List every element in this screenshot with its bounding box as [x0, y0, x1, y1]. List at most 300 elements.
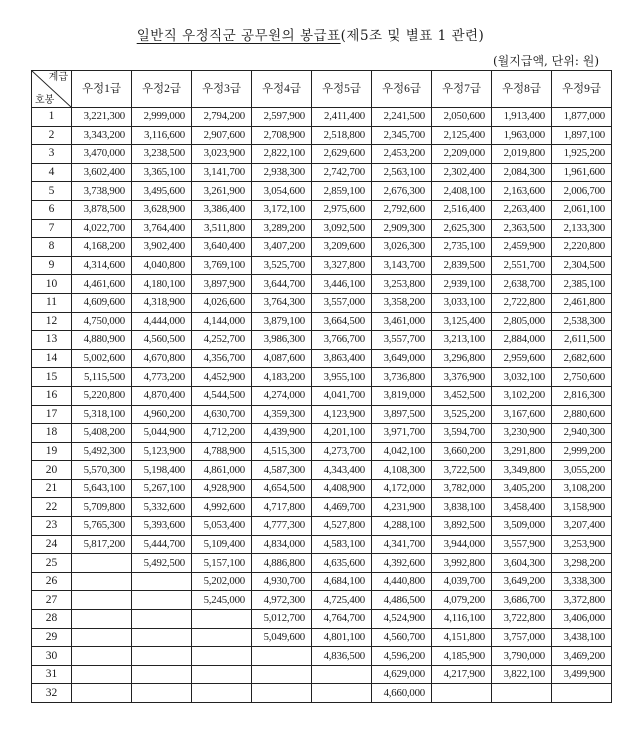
salary-cell: 2,611,500 [552, 331, 612, 350]
table-row [32, 442, 612, 461]
salary-cell: 4,444,000 [132, 312, 192, 331]
salary-cell: 2,220,800 [552, 238, 612, 257]
salary-cell: 3,446,100 [312, 275, 372, 294]
table-row [32, 665, 612, 684]
salary-cell: 3,644,700 [252, 275, 312, 294]
salary-cell: 3,358,200 [372, 293, 432, 312]
step-number: 22 [32, 498, 72, 517]
salary-cell [312, 665, 372, 684]
salary-cell: 2,722,800 [492, 293, 552, 312]
table-row [32, 479, 612, 498]
salary-cell: 2,050,600 [432, 108, 492, 127]
salary-cell: 4,635,600 [312, 554, 372, 573]
salary-cell: 2,907,600 [192, 126, 252, 145]
salary-cell [432, 684, 492, 703]
step-number: 27 [32, 591, 72, 610]
step-number: 9 [32, 256, 72, 275]
salary-cell: 2,959,600 [492, 349, 552, 368]
salary-cell: 4,861,000 [192, 461, 252, 480]
salary-cell: 3,125,400 [432, 312, 492, 331]
salary-cell: 4,041,700 [312, 386, 372, 405]
salary-cell: 5,220,800 [72, 386, 132, 405]
step-number: 20 [32, 461, 72, 480]
salary-cell: 4,183,200 [252, 368, 312, 387]
table-row [32, 275, 612, 294]
salary-cell: 2,304,500 [552, 256, 612, 275]
salary-cell: 3,790,000 [492, 647, 552, 666]
salary-cell: 4,560,700 [372, 628, 432, 647]
salary-cell: 3,372,800 [552, 591, 612, 610]
step-number: 18 [32, 424, 72, 443]
salary-cell: 3,602,400 [72, 163, 132, 182]
salary-cell: 5,049,600 [252, 628, 312, 647]
table-row [32, 331, 612, 350]
table-row [32, 108, 612, 127]
salary-cell: 3,664,500 [312, 312, 372, 331]
step-number: 5 [32, 182, 72, 201]
salary-cell: 5,053,400 [192, 517, 252, 536]
step-number: 10 [32, 275, 72, 294]
salary-cell: 5,765,300 [72, 517, 132, 536]
salary-cell: 4,343,400 [312, 461, 372, 480]
salary-cell [132, 610, 192, 629]
salary-cell: 3,495,600 [132, 182, 192, 201]
salary-cell: 3,628,900 [132, 200, 192, 219]
table-row [32, 610, 612, 629]
salary-cell: 3,971,700 [372, 424, 432, 443]
salary-cell: 2,241,500 [372, 108, 432, 127]
salary-cell: 5,044,900 [132, 424, 192, 443]
salary-cell: 2,516,400 [432, 200, 492, 219]
salary-cell: 3,405,200 [492, 479, 552, 498]
salary-cell: 4,836,500 [312, 647, 372, 666]
salary-cell: 2,019,800 [492, 145, 552, 164]
salary-cell: 4,288,100 [372, 517, 432, 536]
salary-cell: 2,880,600 [552, 405, 612, 424]
title-suffix: (제5조 및 별표 1 관련) [340, 28, 485, 44]
table-row [32, 145, 612, 164]
salary-cell: 3,986,300 [252, 331, 312, 350]
salary-cell: 3,525,200 [432, 405, 492, 424]
salary-cell: 2,859,100 [312, 182, 372, 201]
salary-cell: 3,722,500 [432, 461, 492, 480]
salary-cell: 2,794,200 [192, 108, 252, 127]
salary-cell: 4,654,500 [252, 479, 312, 498]
grade-header: 우정9급 [552, 71, 612, 108]
salary-cell: 4,717,800 [252, 498, 312, 517]
salary-cell: 4,587,300 [252, 461, 312, 480]
salary-cell: 4,042,100 [372, 442, 432, 461]
salary-cell: 5,012,700 [252, 610, 312, 629]
step-number: 1 [32, 108, 72, 127]
salary-cell: 1,877,000 [552, 108, 612, 127]
salary-cell: 4,185,900 [432, 647, 492, 666]
step-number: 7 [32, 219, 72, 238]
salary-cell: 2,742,700 [312, 163, 372, 182]
step-number: 19 [32, 442, 72, 461]
salary-cell: 3,102,200 [492, 386, 552, 405]
salary-cell: 3,461,000 [372, 312, 432, 331]
salary-cell: 3,878,500 [72, 200, 132, 219]
salary-cell: 3,032,100 [492, 368, 552, 387]
salary-cell: 3,033,100 [432, 293, 492, 312]
table-row [32, 126, 612, 145]
salary-cell: 5,267,100 [132, 479, 192, 498]
grade-header: 우정5급 [312, 71, 372, 108]
step-number: 21 [32, 479, 72, 498]
salary-cell: 4,217,900 [432, 665, 492, 684]
salary-cell: 4,660,000 [372, 684, 432, 703]
salary-cell: 4,527,800 [312, 517, 372, 536]
salary-cell: 4,524,900 [372, 610, 432, 629]
salary-cell [252, 665, 312, 684]
salary-cell: 2,999,000 [132, 108, 192, 127]
salary-cell: 4,629,000 [372, 665, 432, 684]
salary-cell: 3,327,800 [312, 256, 372, 275]
salary-cell: 3,509,000 [492, 517, 552, 536]
salary-cell: 4,773,200 [132, 368, 192, 387]
salary-cell: 2,938,300 [252, 163, 312, 182]
salary-cell: 4,231,900 [372, 498, 432, 517]
salary-cell: 2,638,700 [492, 275, 552, 294]
step-number: 29 [32, 628, 72, 647]
salary-cell: 2,792,600 [372, 200, 432, 219]
table-row [32, 293, 612, 312]
salary-cell: 4,180,100 [132, 275, 192, 294]
table-row [32, 647, 612, 666]
salary-cell: 2,975,600 [312, 200, 372, 219]
salary-cell: 5,332,600 [132, 498, 192, 517]
salary-cell: 3,209,600 [312, 238, 372, 257]
salary-cell: 2,940,300 [552, 424, 612, 443]
step-number: 30 [32, 647, 72, 666]
table-row [32, 200, 612, 219]
step-number: 3 [32, 145, 72, 164]
corner-cell [32, 71, 72, 108]
salary-cell: 4,172,000 [372, 479, 432, 498]
salary-cell: 2,551,700 [492, 256, 552, 275]
salary-cell [132, 628, 192, 647]
salary-cell: 3,376,900 [432, 368, 492, 387]
salary-cell: 2,133,300 [552, 219, 612, 238]
step-number: 32 [32, 684, 72, 703]
salary-cell: 3,296,800 [432, 349, 492, 368]
table-row [32, 238, 612, 257]
salary-cell: 2,597,900 [252, 108, 312, 127]
salary-cell: 4,039,700 [432, 572, 492, 591]
table-row [32, 591, 612, 610]
salary-cell: 4,440,800 [372, 572, 432, 591]
salary-cell: 2,735,100 [432, 238, 492, 257]
salary-cell: 4,452,900 [192, 368, 252, 387]
salary-cell: 5,408,200 [72, 424, 132, 443]
salary-cell [132, 647, 192, 666]
salary-cell: 3,640,400 [192, 238, 252, 257]
salary-cell: 3,143,700 [372, 256, 432, 275]
salary-cell: 3,660,200 [432, 442, 492, 461]
salary-cell: 3,722,800 [492, 610, 552, 629]
grade-header: 우정7급 [432, 71, 492, 108]
salary-cell: 4,274,000 [252, 386, 312, 405]
salary-cell: 2,816,300 [552, 386, 612, 405]
salary-cell: 2,385,100 [552, 275, 612, 294]
salary-cell: 3,386,400 [192, 200, 252, 219]
salary-cell: 3,406,000 [552, 610, 612, 629]
step-number: 15 [32, 368, 72, 387]
salary-cell: 5,643,100 [72, 479, 132, 498]
salary-cell: 2,061,100 [552, 200, 612, 219]
salary-cell: 5,157,100 [192, 554, 252, 573]
salary-cell [72, 591, 132, 610]
step-number: 4 [32, 163, 72, 182]
salary-cell: 3,892,500 [432, 517, 492, 536]
salary-cell: 4,439,900 [252, 424, 312, 443]
salary-cell: 2,708,900 [252, 126, 312, 145]
salary-cell: 3,253,800 [372, 275, 432, 294]
salary-cell: 2,453,200 [372, 145, 432, 164]
salary-cell: 3,902,400 [132, 238, 192, 257]
salary-cell: 3,764,300 [252, 293, 312, 312]
step-number: 11 [32, 293, 72, 312]
salary-cell: 3,207,400 [552, 517, 612, 536]
salary-cell: 3,782,000 [432, 479, 492, 498]
step-number: 2 [32, 126, 72, 145]
salary-cell: 3,213,100 [432, 331, 492, 350]
salary-cell: 2,345,700 [372, 126, 432, 145]
table-row [32, 517, 612, 536]
table-row [32, 572, 612, 591]
salary-cell: 4,560,500 [132, 331, 192, 350]
salary-cell: 4,144,000 [192, 312, 252, 331]
salary-cell [132, 665, 192, 684]
grade-header: 우정2급 [132, 71, 192, 108]
salary-cell [132, 591, 192, 610]
salary-cell: 3,879,100 [252, 312, 312, 331]
salary-cell: 4,596,200 [372, 647, 432, 666]
salary-cell: 3,054,600 [252, 182, 312, 201]
salary-cell: 3,594,700 [432, 424, 492, 443]
salary-cell: 3,863,400 [312, 349, 372, 368]
salary-cell: 3,469,200 [552, 647, 612, 666]
salary-cell [72, 572, 132, 591]
step-number: 28 [32, 610, 72, 629]
salary-cell: 5,709,800 [72, 498, 132, 517]
salary-cell: 5,109,400 [192, 535, 252, 554]
salary-cell: 3,604,300 [492, 554, 552, 573]
salary-cell: 4,359,300 [252, 405, 312, 424]
salary-cell: 3,944,000 [432, 535, 492, 554]
salary-cell: 3,470,000 [72, 145, 132, 164]
table-row [32, 386, 612, 405]
salary-cell: 4,801,100 [312, 628, 372, 647]
grade-header: 우정3급 [192, 71, 252, 108]
salary-cell: 4,392,600 [372, 554, 432, 573]
salary-cell [192, 665, 252, 684]
salary-cell: 3,992,800 [432, 554, 492, 573]
salary-cell: 4,087,600 [252, 349, 312, 368]
salary-cell: 4,408,900 [312, 479, 372, 498]
salary-cell: 2,408,100 [432, 182, 492, 201]
salary-cell: 3,769,100 [192, 256, 252, 275]
salary-cell [192, 647, 252, 666]
table-row [32, 219, 612, 238]
salary-cell: 3,338,300 [552, 572, 612, 591]
salary-cell [252, 647, 312, 666]
salary-cell: 4,972,300 [252, 591, 312, 610]
salary-cell: 4,123,900 [312, 405, 372, 424]
salary-cell [72, 610, 132, 629]
salary-cell: 4,469,700 [312, 498, 372, 517]
salary-cell: 5,817,200 [72, 535, 132, 554]
salary-cell [192, 628, 252, 647]
table-row [32, 312, 612, 331]
grade-header: 우정6급 [372, 71, 432, 108]
salary-cell: 4,992,600 [192, 498, 252, 517]
salary-cell: 4,040,800 [132, 256, 192, 275]
table-row [32, 535, 612, 554]
salary-cell: 4,079,200 [432, 591, 492, 610]
salary-cell: 1,961,600 [552, 163, 612, 182]
salary-cell: 4,886,800 [252, 554, 312, 573]
salary-cell [72, 665, 132, 684]
step-number: 31 [32, 665, 72, 684]
step-number: 8 [32, 238, 72, 257]
salary-cell: 4,880,900 [72, 331, 132, 350]
salary-cell: 4,930,700 [252, 572, 312, 591]
salary-cell: 3,349,800 [492, 461, 552, 480]
salary-cell: 2,363,500 [492, 219, 552, 238]
salary-cell: 3,649,000 [372, 349, 432, 368]
salary-cell [72, 628, 132, 647]
salary-cell: 3,365,100 [132, 163, 192, 182]
salary-cell: 5,393,600 [132, 517, 192, 536]
table-row [32, 368, 612, 387]
salary-cell: 5,123,900 [132, 442, 192, 461]
step-number: 14 [32, 349, 72, 368]
salary-cell: 3,499,900 [552, 665, 612, 684]
table-row [32, 405, 612, 424]
grade-header: 우정1급 [72, 71, 132, 108]
grade-header: 우정8급 [492, 71, 552, 108]
salary-cell: 4,318,900 [132, 293, 192, 312]
salary-cell: 3,897,500 [372, 405, 432, 424]
salary-cell: 2,538,300 [552, 312, 612, 331]
salary-cell: 3,511,800 [192, 219, 252, 238]
salary-cell: 1,925,200 [552, 145, 612, 164]
salary-cell: 2,625,300 [432, 219, 492, 238]
table-row [32, 424, 612, 443]
salary-cell: 4,764,700 [312, 610, 372, 629]
salary-cell: 2,263,400 [492, 200, 552, 219]
step-number: 24 [32, 535, 72, 554]
table-row [32, 256, 612, 275]
salary-cell: 4,750,000 [72, 312, 132, 331]
salary-cell: 3,055,200 [552, 461, 612, 480]
salary-cell: 4,960,200 [132, 405, 192, 424]
salary-cell: 3,230,900 [492, 424, 552, 443]
salary-cell: 5,202,000 [192, 572, 252, 591]
salary-cell: 2,209,000 [432, 145, 492, 164]
salary-cell: 3,167,600 [492, 405, 552, 424]
salary-cell [252, 684, 312, 703]
salary-cell [72, 554, 132, 573]
title-text: 일반직 우정직군 공무원의 봉급표 [136, 28, 341, 44]
salary-cell: 3,298,200 [552, 554, 612, 573]
salary-cell: 5,198,400 [132, 461, 192, 480]
salary-cell: 3,092,500 [312, 219, 372, 238]
table-row [32, 163, 612, 182]
salary-cell: 4,273,700 [312, 442, 372, 461]
step-number: 13 [32, 331, 72, 350]
salary-cell: 4,486,500 [372, 591, 432, 610]
salary-cell: 3,557,000 [312, 293, 372, 312]
salary-cell: 4,026,600 [192, 293, 252, 312]
salary-cell: 3,736,800 [372, 368, 432, 387]
salary-cell [72, 647, 132, 666]
document-title [0, 24, 621, 44]
salary-cell: 4,928,900 [192, 479, 252, 498]
salary-cell: 4,670,800 [132, 349, 192, 368]
salary-cell: 3,452,500 [432, 386, 492, 405]
salary-cell: 2,805,000 [492, 312, 552, 331]
salary-cell: 3,458,400 [492, 498, 552, 517]
salary-cell: 2,629,600 [312, 145, 372, 164]
salary-cell [132, 572, 192, 591]
salary-cell: 3,116,600 [132, 126, 192, 145]
salary-cell: 5,444,700 [132, 535, 192, 554]
table-row [32, 349, 612, 368]
salary-cell: 3,438,100 [552, 628, 612, 647]
salary-cell: 5,002,600 [72, 349, 132, 368]
corner-label-grade: 계급 [48, 72, 68, 83]
salary-cell: 4,777,300 [252, 517, 312, 536]
corner-label-step: 호봉 [35, 95, 55, 106]
salary-cell: 4,630,700 [192, 405, 252, 424]
step-number: 12 [32, 312, 72, 331]
salary-cell: 3,407,200 [252, 238, 312, 257]
salary-cell: 4,168,200 [72, 238, 132, 257]
salary-cell: 2,676,300 [372, 182, 432, 201]
salary-table [31, 70, 612, 703]
salary-cell: 4,356,700 [192, 349, 252, 368]
salary-cell: 4,583,100 [312, 535, 372, 554]
salary-cell: 2,884,000 [492, 331, 552, 350]
salary-cell [312, 684, 372, 703]
salary-cell: 2,461,800 [552, 293, 612, 312]
salary-cell: 3,766,700 [312, 331, 372, 350]
salary-cell [492, 684, 552, 703]
salary-cell: 4,116,100 [432, 610, 492, 629]
salary-cell: 3,108,200 [552, 479, 612, 498]
salary-cell: 4,609,600 [72, 293, 132, 312]
salary-cell: 2,084,300 [492, 163, 552, 182]
header-row [32, 71, 612, 108]
salary-cell: 2,822,100 [252, 145, 312, 164]
salary-cell: 5,115,500 [72, 368, 132, 387]
salary-cell: 2,909,300 [372, 219, 432, 238]
salary-cell: 5,492,300 [72, 442, 132, 461]
salary-cell: 2,125,400 [432, 126, 492, 145]
step-number: 23 [32, 517, 72, 536]
salary-cell: 2,750,600 [552, 368, 612, 387]
table-row [32, 684, 612, 703]
salary-cell: 3,023,900 [192, 145, 252, 164]
salary-cell: 2,682,600 [552, 349, 612, 368]
salary-cell: 5,492,500 [132, 554, 192, 573]
salary-cell: 2,459,900 [492, 238, 552, 257]
step-number: 26 [32, 572, 72, 591]
salary-cell: 3,343,200 [72, 126, 132, 145]
